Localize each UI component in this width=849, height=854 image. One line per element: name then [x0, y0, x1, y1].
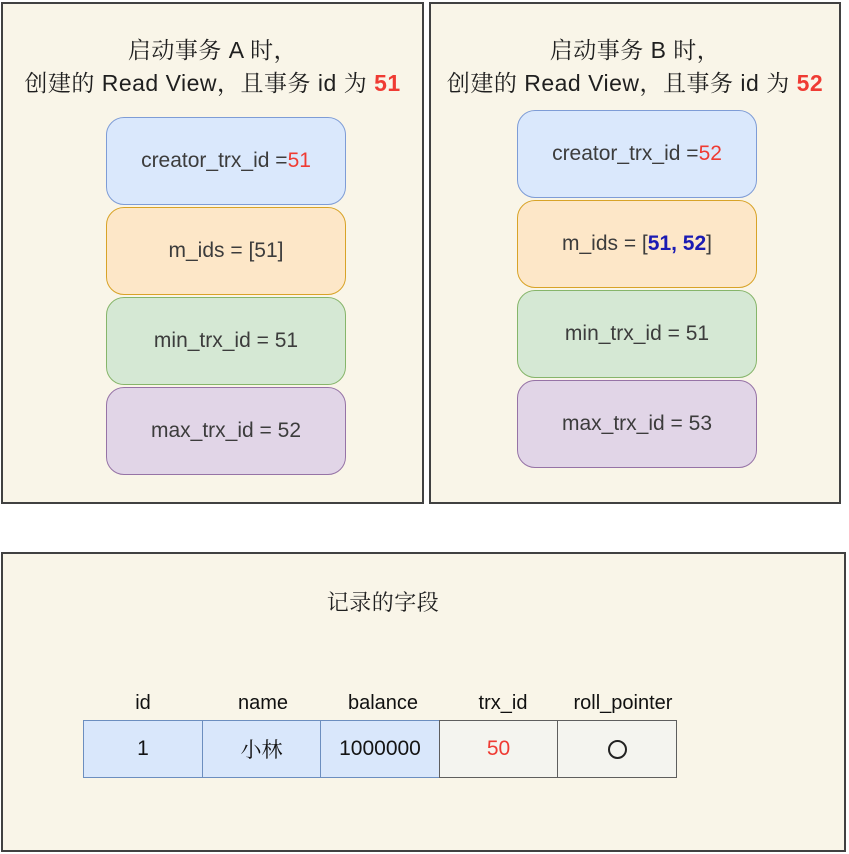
- panel-a-title-line1: 启动事务 A 时，: [127, 37, 298, 63]
- panel-b-title-line1: 启动事务 B 时，: [549, 37, 721, 63]
- min-trx-id-text: min_trx_id = 51: [153, 329, 299, 352]
- max-trx-id-text: max_trx_id = 52: [151, 419, 301, 442]
- m-ids-bracket: ]: [706, 232, 713, 255]
- readview-b-creator-trx-id-box: [517, 110, 757, 198]
- min-trx-id-text: min_trx_id = 51: [564, 322, 710, 345]
- readview-b-stack: [517, 110, 757, 468]
- table-header-trx-id: trx_id: [478, 692, 528, 714]
- creator-trx-id-label: creator_trx_id =: [552, 142, 699, 165]
- cell-balance: [320, 720, 440, 778]
- panel-transaction-b: [429, 2, 841, 504]
- table-header-row: [83, 692, 683, 714]
- panel-b-trx-id-value: 52: [796, 70, 824, 96]
- readview-b-m-ids-box: [517, 200, 757, 288]
- m-ids-label: m_ids = [: [561, 232, 648, 255]
- cell-roll-pointer: [557, 720, 677, 778]
- m-ids-value: 51, 52: [647, 232, 707, 255]
- panel-a-title-line2: [3, 67, 422, 100]
- table-header-id: id: [135, 692, 151, 714]
- cell-name: [202, 720, 322, 778]
- panel-b-title-line2-text: 创建的 Read View，且事务 id 为: [446, 70, 797, 96]
- readview-a-max-trx-id-box: [106, 387, 346, 475]
- table-row: [83, 720, 677, 778]
- cell-id-value: 1: [137, 737, 149, 760]
- table-header-roll-pointer: roll_pointer: [573, 692, 673, 714]
- panel-a-title-line2-text: 创建的 Read View，且事务 id 为: [24, 70, 375, 96]
- creator-trx-id-label: creator_trx_id =: [141, 149, 288, 172]
- cell-name-value: 小林: [240, 739, 283, 762]
- creator-trx-id-value: 52: [698, 142, 722, 165]
- readview-b-min-trx-id-box: [517, 290, 757, 378]
- cell-trx-id-value: 50: [486, 737, 511, 760]
- readview-a-creator-trx-id-box: [106, 117, 346, 205]
- cell-trx-id: [439, 720, 559, 778]
- readview-a-stack: [106, 117, 346, 475]
- readview-a-min-trx-id-box: [106, 297, 346, 385]
- circle-icon: [608, 740, 627, 759]
- record-panel-title: 记录的字段: [326, 590, 440, 615]
- panel-a-trx-id-value: 51: [374, 70, 401, 96]
- table-header-name: name: [237, 692, 289, 714]
- table-header-balance: balance: [347, 692, 419, 714]
- readview-a-m-ids-box: [106, 207, 346, 295]
- panel-b-title-line2: [431, 67, 839, 100]
- panel-transaction-a: [1, 2, 424, 504]
- m-ids-text: m_ids = [51]: [168, 239, 284, 262]
- creator-trx-id-value: 51: [287, 149, 311, 172]
- cell-balance-value: 1000000: [339, 737, 421, 760]
- panel-b-title: [431, 34, 839, 100]
- panel-record-fields: [1, 552, 846, 852]
- readview-b-max-trx-id-box: [517, 380, 757, 468]
- panel-a-title: [3, 34, 422, 100]
- cell-id: [83, 720, 203, 778]
- max-trx-id-text: max_trx_id = 53: [562, 412, 712, 435]
